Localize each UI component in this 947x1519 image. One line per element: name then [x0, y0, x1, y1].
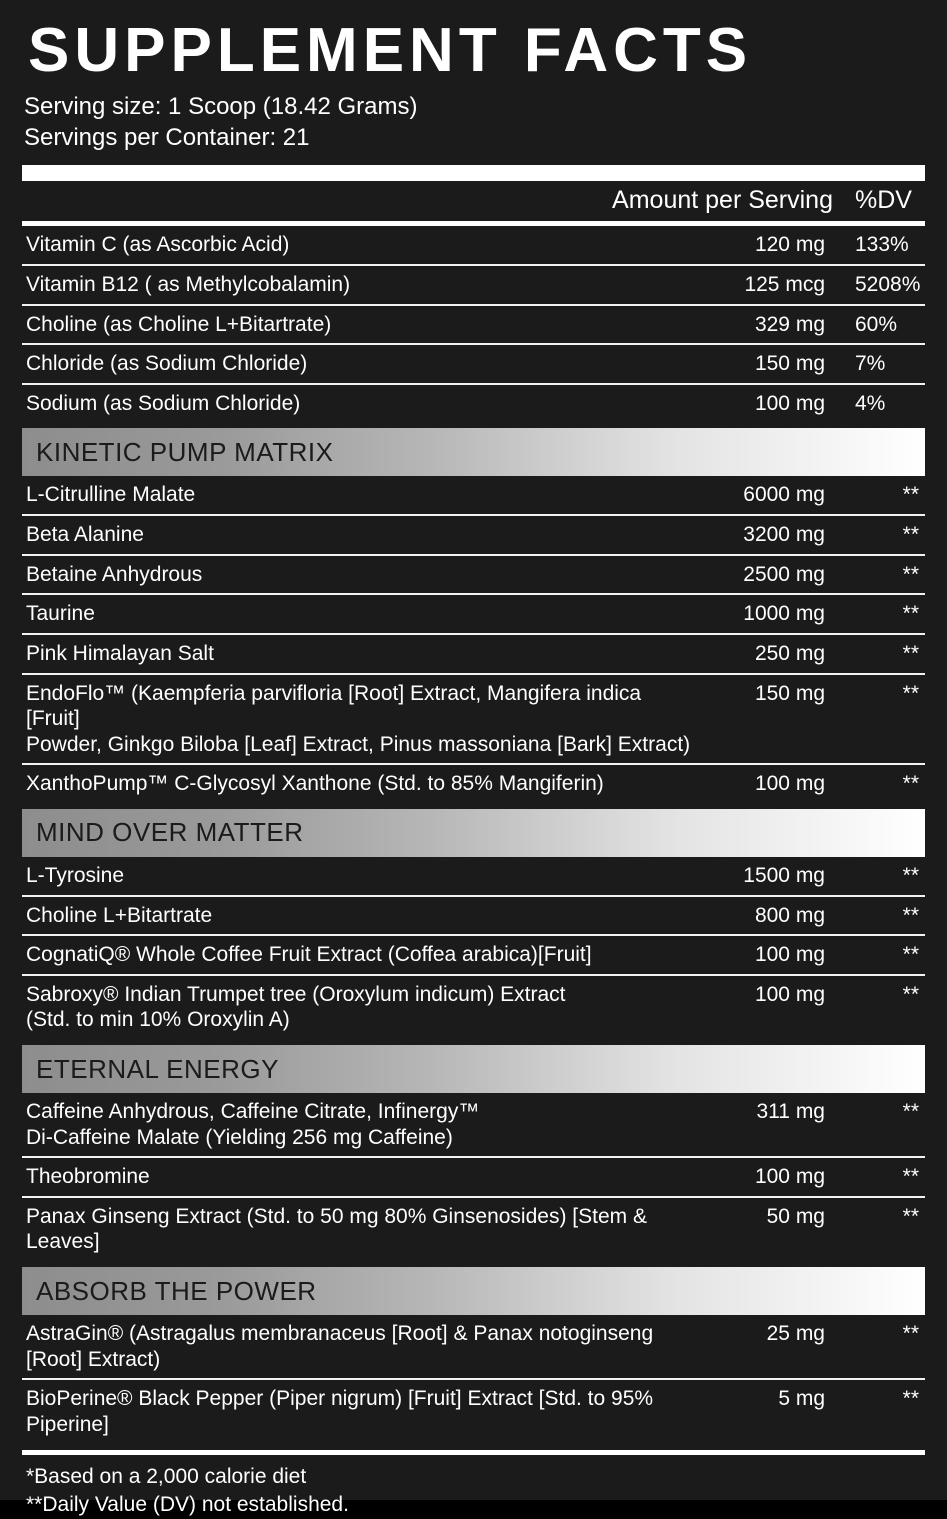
- ingredient-amount: 1000 mg: [705, 601, 833, 627]
- nutrient-dv: 4%: [833, 391, 925, 417]
- nutrient-name: Vitamin C (as Ascorbic Acid): [22, 232, 705, 258]
- ingredient-dv: **: [833, 942, 925, 968]
- ingredient-name: BioPerine® Black Pepper (Piper nigrum) [Fruit] Extract [Std. to 95% Piperine]: [22, 1386, 705, 1437]
- table-row: [22, 476, 925, 514]
- ingredient-amount: 2500 mg: [705, 562, 833, 588]
- ingredient-amount: 150 mg: [705, 681, 833, 707]
- row-divider: [22, 304, 925, 306]
- ingredient-amount: 100 mg: [705, 1164, 833, 1190]
- row-divider: [22, 514, 925, 516]
- table-row: [22, 345, 925, 383]
- blend-header-kinetic-pump-matrix: [22, 428, 925, 476]
- table-row: [22, 1380, 925, 1443]
- blend-rows-absorb-the-power: [22, 1315, 925, 1443]
- ingredient-name-line2: Di-Caffeine Malate (Yielding 256 mg Caffeine): [26, 1125, 697, 1151]
- table-header-row: [22, 181, 925, 221]
- row-divider: [22, 1196, 925, 1198]
- divider-thick-top: [22, 165, 925, 181]
- table-row: [22, 857, 925, 895]
- row-divider: [22, 974, 925, 976]
- blend-rows-mind-over-matter: [22, 857, 925, 1039]
- nutrient-table: [22, 226, 925, 422]
- ingredient-dv: **: [833, 903, 925, 929]
- nutrient-amount: 120 mg: [705, 232, 833, 258]
- nutrient-name: Choline (as Choline L+Bitartrate): [22, 312, 705, 338]
- footnote-calorie-diet: *Based on a 2,000 calorie diet: [26, 1463, 925, 1491]
- nutrient-name: Vitamin B12 ( as Methylcobalamin): [22, 272, 705, 298]
- row-divider: [22, 593, 925, 595]
- ingredient-name-line2: (Std. to min 10% Oroxylin A): [26, 1007, 697, 1033]
- footnote-daily-value: **Daily Value (DV) not established.: [26, 1491, 925, 1519]
- nutrient-amount: 100 mg: [705, 391, 833, 417]
- ingredient-amount: 1500 mg: [705, 863, 833, 889]
- blend-title: ETERNAL ENERGY: [22, 1054, 279, 1085]
- table-row: [22, 595, 925, 633]
- ingredient-name: Betaine Anhydrous: [22, 562, 705, 588]
- blend-rows-kinetic-pump-matrix: [22, 476, 925, 802]
- blend-title: MIND OVER MATTER: [22, 817, 304, 848]
- nutrient-amount: 150 mg: [705, 351, 833, 377]
- percent-dv-header: %DV: [833, 186, 925, 215]
- nutrient-dv: 60%: [833, 312, 925, 338]
- table-row: [22, 556, 925, 594]
- table-row: [22, 1093, 925, 1156]
- row-divider: [22, 895, 925, 897]
- ingredient-amount: 800 mg: [705, 903, 833, 929]
- ingredient-name: Beta Alanine: [22, 522, 705, 548]
- ingredient-name: Pink Himalayan Salt: [22, 641, 705, 667]
- nutrient-name: Sodium (as Sodium Chloride): [22, 391, 705, 417]
- ingredient-dv: **: [833, 771, 925, 797]
- nutrient-dv: 5208%: [833, 272, 925, 298]
- row-divider: [22, 934, 925, 936]
- ingredient-amount: 6000 mg: [705, 482, 833, 508]
- row-divider: [22, 633, 925, 635]
- ingredient-name-line1: EndoFlo™ (Kaempferia parvifloria [Root] Extract, Mangifera indica [Fruit]: [26, 682, 641, 731]
- ingredient-dv: **: [833, 863, 925, 889]
- nutrient-name: Chloride (as Sodium Chloride): [22, 351, 705, 377]
- ingredient-name: Panax Ginseng Extract (Std. to 50 mg 80% Ginsenosides) [Stem & Leaves]: [22, 1204, 705, 1255]
- ingredient-name: [22, 982, 705, 1033]
- page-title: SUPPLEMENT FACTS: [28, 20, 925, 82]
- ingredient-dv: **: [833, 601, 925, 627]
- ingredient-name: [22, 1099, 705, 1150]
- table-row: [22, 226, 925, 264]
- ingredient-name-line1: Sabroxy® Indian Trumpet tree (Oroxylum indicum) Extract: [26, 983, 566, 1006]
- blend-header-mind-over-matter: [22, 809, 925, 857]
- ingredient-name: Taurine: [22, 601, 705, 627]
- table-row: [22, 635, 925, 673]
- ingredient-name: AstraGin® (Astragalus membranaceus [Root] & Panax notoginseng [Root] Extract): [22, 1321, 705, 1372]
- ingredient-amount: 25 mg: [705, 1321, 833, 1347]
- ingredient-name: CognatiQ® Whole Coffee Fruit Extract (Coffea arabica)[Fruit]: [22, 942, 705, 968]
- blend-header-absorb-the-power: [22, 1267, 925, 1315]
- ingredient-amount: 3200 mg: [705, 522, 833, 548]
- ingredient-name: [22, 681, 705, 758]
- ingredient-dv: **: [833, 1099, 925, 1125]
- table-row: [22, 897, 925, 935]
- serving-size-text: Serving size: 1 Scoop (18.42 Grams): [24, 92, 925, 123]
- ingredient-name: L-Tyrosine: [22, 863, 705, 889]
- nutrient-dv: 7%: [833, 351, 925, 377]
- ingredient-dv: **: [833, 681, 925, 707]
- ingredient-dv: **: [833, 1164, 925, 1190]
- table-row: [22, 385, 925, 423]
- blend-title: ABSORB THE POWER: [22, 1276, 317, 1307]
- row-divider: [22, 383, 925, 385]
- blend-rows-eternal-energy: [22, 1093, 925, 1261]
- blend-title: KINETIC PUMP MATRIX: [22, 437, 333, 468]
- row-divider: [22, 264, 925, 266]
- nutrient-dv: 133%: [833, 232, 925, 258]
- ingredient-name: Choline L+Bitartrate: [22, 903, 705, 929]
- servings-per-container-text: Servings per Container: 21: [24, 123, 925, 154]
- ingredient-dv: **: [833, 1386, 925, 1412]
- ingredient-dv: **: [833, 1204, 925, 1230]
- ingredient-name-line2: Powder, Ginkgo Biloba [Leaf] Extract, Pinus massoniana [Bark] Extract): [26, 732, 697, 758]
- ingredient-amount: 250 mg: [705, 641, 833, 667]
- table-row: [22, 306, 925, 344]
- ingredient-dv: **: [833, 562, 925, 588]
- footnotes: [22, 1455, 925, 1519]
- nutrient-amount: 125 mcg: [705, 272, 833, 298]
- table-row: [22, 1158, 925, 1196]
- ingredient-name: Theobromine: [22, 1164, 705, 1190]
- ingredient-dv: **: [833, 522, 925, 548]
- row-divider: [22, 763, 925, 765]
- ingredient-amount: 100 mg: [705, 982, 833, 1008]
- row-divider: [22, 343, 925, 345]
- row-divider: [22, 673, 925, 675]
- table-row: [22, 976, 925, 1039]
- table-row: [22, 266, 925, 304]
- table-row: [22, 516, 925, 554]
- ingredient-dv: **: [833, 482, 925, 508]
- table-row: [22, 1315, 925, 1378]
- nutrient-amount: 329 mg: [705, 312, 833, 338]
- ingredient-amount: 50 mg: [705, 1204, 833, 1230]
- ingredient-amount: 100 mg: [705, 771, 833, 797]
- table-row: [22, 1198, 925, 1261]
- table-row: [22, 675, 925, 764]
- ingredient-name: L-Citrulline Malate: [22, 482, 705, 508]
- table-row: [22, 765, 925, 803]
- ingredient-amount: 311 mg: [705, 1099, 833, 1125]
- ingredient-amount: 100 mg: [705, 942, 833, 968]
- table-row: [22, 936, 925, 974]
- amount-per-serving-header: Amount per Serving: [612, 186, 833, 215]
- ingredient-dv: **: [833, 641, 925, 667]
- ingredient-amount: 5 mg: [705, 1386, 833, 1412]
- ingredient-name-line1: Caffeine Anhydrous, Caffeine Citrate, Infinergy™: [26, 1100, 479, 1123]
- blend-header-eternal-energy: [22, 1045, 925, 1093]
- row-divider: [22, 1378, 925, 1380]
- row-divider: [22, 1156, 925, 1158]
- ingredient-name: XanthoPump™ C-Glycosyl Xanthone (Std. to 85% Mangiferin): [22, 771, 705, 797]
- ingredient-dv: **: [833, 982, 925, 1008]
- row-divider: [22, 554, 925, 556]
- ingredient-dv: **: [833, 1321, 925, 1347]
